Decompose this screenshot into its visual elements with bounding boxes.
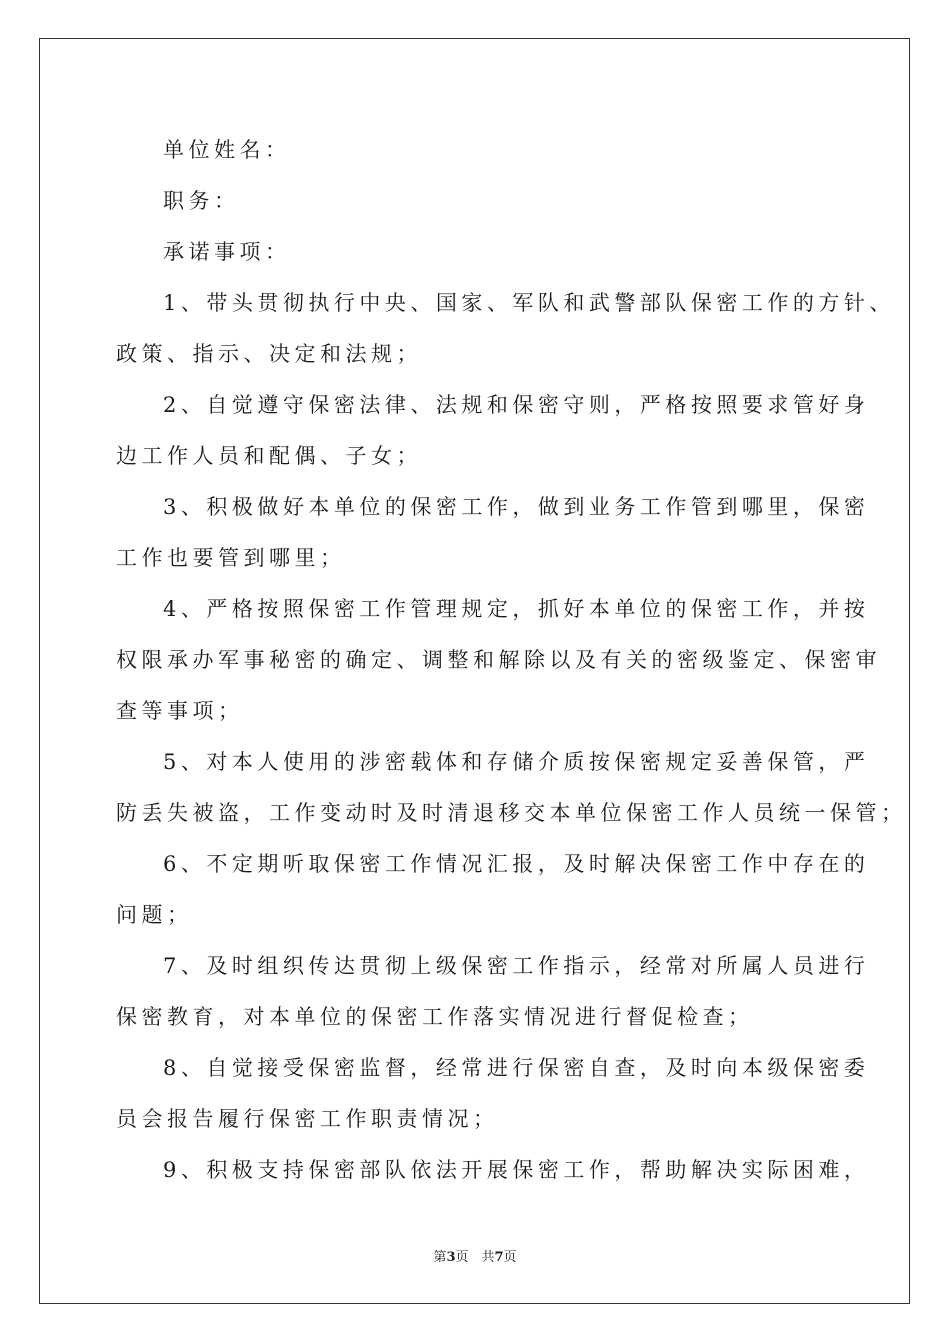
- text-line: 单位姓名：: [163, 138, 291, 162]
- page-footer: [0, 1246, 950, 1265]
- text-line: 6、不定期听取保密工作情况汇报，及时解决保密工作中存在的: [163, 852, 870, 876]
- text-line: 边工作人员和配偶、子女；: [116, 444, 422, 468]
- footer-middle: 页 共: [455, 1250, 495, 1265]
- current-page-number: 3: [446, 1250, 456, 1265]
- text-line: 工作也要管到哪里；: [116, 546, 346, 570]
- text-line: 问题；: [116, 903, 193, 927]
- text-line: 4、严格按照保密工作管理规定，抓好本单位的保密工作，并按: [163, 597, 870, 621]
- text-line: 2、自觉遵守保密法律、法规和保密守则，严格按照要求管好身: [163, 393, 870, 417]
- text-line: 1、带头贯彻执行中央、国家、军队和武警部队保密工作的方针、: [163, 291, 895, 315]
- text-line: 7、及时组织传达贯彻上级保密工作指示，经常对所属人员进行: [163, 954, 870, 978]
- total-page-number: 7: [494, 1250, 504, 1265]
- text-line: 5、对本人使用的涉密载体和存储介质按保密规定妥善保管，严: [163, 750, 870, 774]
- text-line: 9、积极支持保密部队依法开展保密工作，帮助解决实际困难，: [163, 1158, 870, 1182]
- text-line: 查等事项；: [116, 699, 244, 723]
- text-line: 政策、指示、决定和法规；: [116, 342, 422, 366]
- footer-suffix: 页: [503, 1250, 517, 1265]
- footer-prefix: 第: [433, 1250, 447, 1265]
- text-line: 权限承办军事秘密的确定、调整和解除以及有关的密级鉴定、保密审: [116, 648, 881, 672]
- text-line: 8、自觉接受保密监督，经常进行保密自查，及时向本级保密委: [163, 1056, 870, 1080]
- text-line: 防丢失被盗，工作变动时及时清退移交本单位保密工作人员统一保管；: [116, 801, 907, 825]
- text-line: 员会报告履行保密工作职责情况；: [116, 1107, 499, 1131]
- document-body: [116, 128, 907, 1199]
- text-line: 职务：: [163, 189, 240, 213]
- text-line: 保密教育，对本单位的保密工作落实情况进行督促检查；: [116, 1005, 754, 1029]
- text-line: 3、积极做好本单位的保密工作，做到业务工作管到哪里，保密: [163, 495, 870, 519]
- text-line: 承诺事项：: [163, 240, 291, 264]
